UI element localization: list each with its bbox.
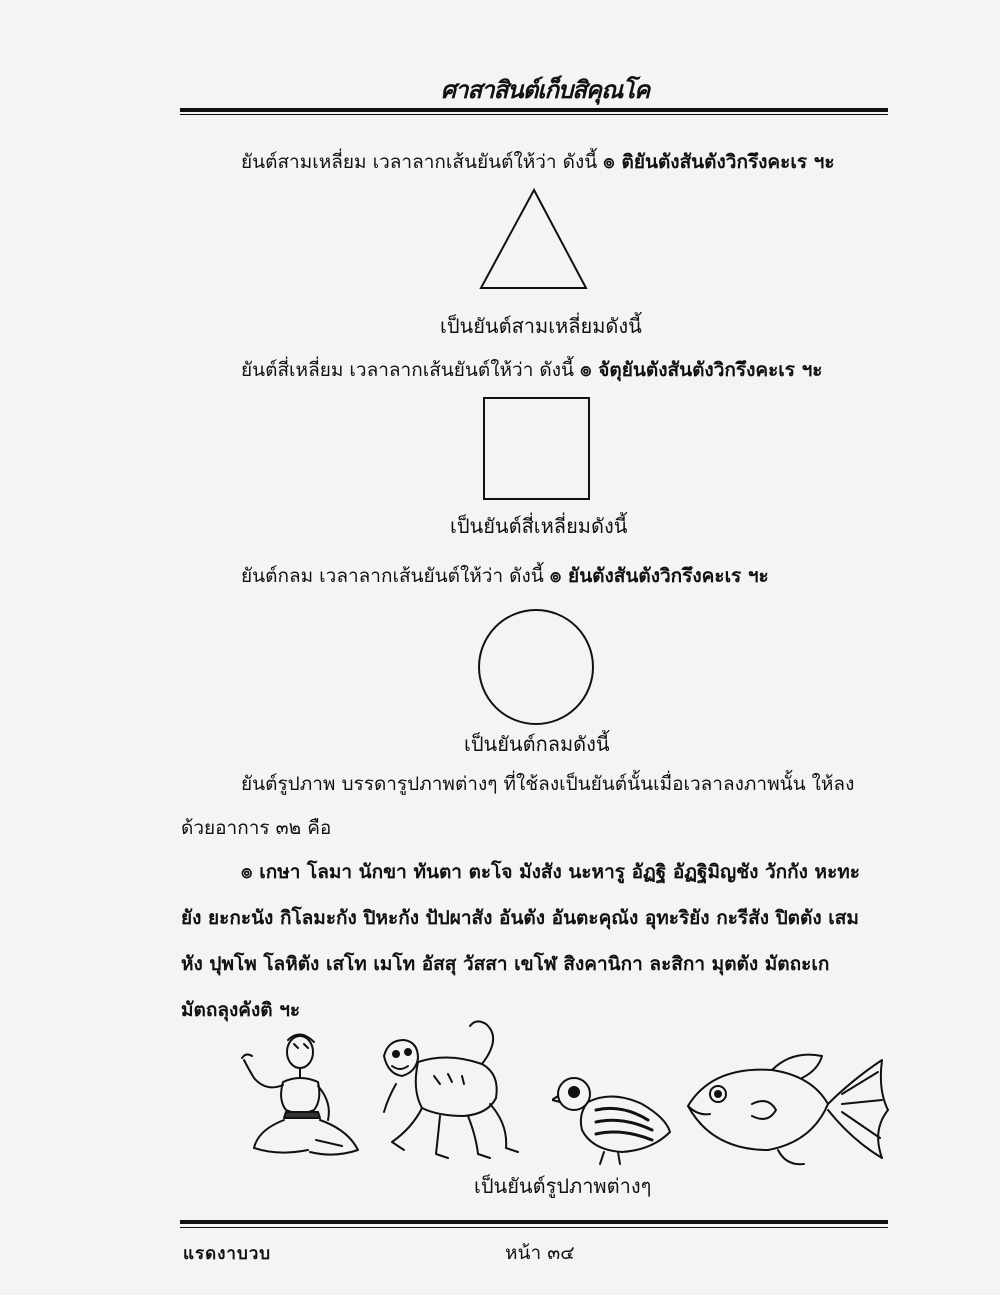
square-intro: ยันต์สี่เหลี่ยม เวลาลากเส้นยันต์ให้ว่า ดังนี้	[241, 359, 575, 381]
chant-line: ๏ เกษา โลมา นักขา ทันตา ตะโจ มังสัง นะหารู อัฏฐิ อัฏฐิมิญชัง วักกัง หะทะ	[241, 861, 861, 883]
triangle-intro: ยันต์สามเหลี่ยม เวลาลากเส้นยันต์ให้ว่า ดังนี้	[241, 151, 598, 173]
footer-rule	[180, 1220, 888, 1224]
fish-figure-illustration	[682, 1050, 892, 1170]
chant-line: มัตถลุงคังติ ฯะ	[181, 999, 301, 1021]
circle-intro: ยันต์กลม เวลาลากเส้นยันต์ให้ว่า ดังนี้	[241, 565, 544, 587]
triangle-intro-line	[241, 148, 835, 176]
chant-line: ยัง ยะกะนัง กิโลมะกัง ปิหะกัง ปัปผาสัง อันตัง อันตะคุณัง อุทะริยัง กะรีสัง ปิตตัง เสม	[181, 907, 859, 929]
square-caption: เป็นยันต์สี่เหลี่ยมดังนี้	[450, 514, 628, 538]
footer-rule-thin	[180, 1227, 888, 1228]
circle-incantation: ๏ ยันตังสันตังวิกรึงคะเร ฯะ	[549, 565, 769, 587]
pictorial-caption: เป็นยันต์รูปภาพต่างๆ	[474, 1174, 652, 1198]
square-intro-line	[241, 356, 822, 384]
header-rule-thin	[180, 114, 888, 115]
bird-figure-illustration	[552, 1070, 672, 1166]
header-title: ศาสาสินต์เก็บสิคุณโค	[440, 75, 650, 104]
triangle-incantation: ๏ ติยันตังสันตังวิกรึงคะเร ฯะ	[603, 151, 835, 173]
square-incantation: ๏ จัตุยันตังสันตังวิกรึงคะเร ฯะ	[580, 359, 823, 381]
woman-figure-illustration	[238, 1030, 363, 1165]
triangle-yantra-shape	[478, 188, 590, 292]
publisher-mark: แรดงาบวบ	[183, 1244, 272, 1264]
header-rule	[180, 108, 888, 112]
circle-yantra-shape	[476, 607, 596, 727]
pictorial-paragraph-line-2: ด้วยอาการ ๓๒ คือ	[181, 817, 332, 839]
pictorial-paragraph-line-1: ยันต์รูปภาพ บรรดารูปภาพต่างๆ ที่ใช้ลงเป็นยันต์นั้นเมื่อเวลาลงภาพนั้น ให้ลง	[241, 773, 855, 795]
tiger-figure-illustration	[378, 1018, 538, 1166]
triangle-caption: เป็นยันต์สามเหลี่ยมดังนี้	[440, 314, 642, 338]
square-yantra-shape	[482, 396, 592, 502]
circle-intro-line	[241, 562, 769, 590]
circle-caption: เป็นยันต์กลมดังนี้	[464, 732, 610, 756]
page-number: หน้า ๓๔	[505, 1242, 575, 1264]
chant-line: หัง ปุพโพ โลหิตัง เสโท เมโท อัสสุ วัสสา เขโฬ สิงคานิกา ละสิกา มุตตัง มัตถะเก	[181, 953, 830, 975]
